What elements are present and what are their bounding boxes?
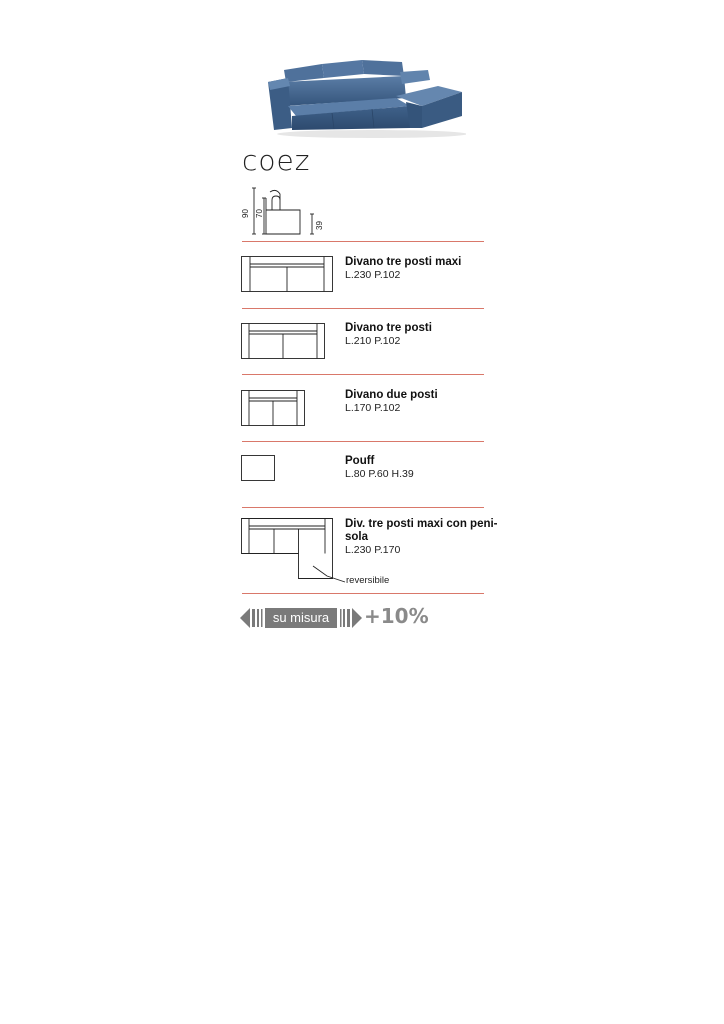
dim-height-back: 70 (255, 209, 264, 218)
item-title-continued: sola (345, 531, 369, 543)
divider (242, 241, 484, 242)
custom-size-surcharge: +10% (364, 604, 429, 628)
divider (242, 374, 484, 375)
divider (242, 308, 484, 309)
item-title: Div. tre posti maxi con peni- (345, 518, 498, 530)
sofa-two-seat-plan-icon (241, 390, 305, 426)
product-photo (262, 58, 466, 140)
item-title: Divano tre posti (345, 322, 432, 334)
divider (242, 593, 484, 594)
sofa-three-seat-maxi-plan-icon (241, 256, 333, 292)
item-title: Divano due posti (345, 389, 438, 401)
sofa-three-seat-plan-icon (241, 323, 325, 359)
item-title: Pouff (345, 455, 375, 467)
item-size: L.80 P.60 H.39 (345, 468, 414, 480)
arrow-left-icon (240, 608, 250, 628)
dim-seat-height: 39 (315, 221, 324, 230)
sofa-peninsula-plan-icon (241, 518, 351, 584)
item-size: L.170 P.102 (345, 402, 401, 414)
item-size: L.230 P.102 (345, 269, 401, 281)
divider (242, 441, 484, 442)
custom-size-label: su misura (272, 610, 330, 625)
arrow-right-icon (352, 608, 362, 628)
product-title: coez (242, 144, 311, 177)
dim-height-total: 90 (241, 209, 250, 218)
item-size: L.230 P.170 (345, 544, 401, 556)
divider (242, 507, 484, 508)
item-title: Divano tre posti maxi (345, 256, 462, 268)
profile-drawing (252, 186, 332, 238)
reversible-note: reversibile (346, 575, 390, 586)
pouf-plan-icon (241, 455, 275, 481)
item-size: L.210 P.102 (345, 335, 401, 347)
